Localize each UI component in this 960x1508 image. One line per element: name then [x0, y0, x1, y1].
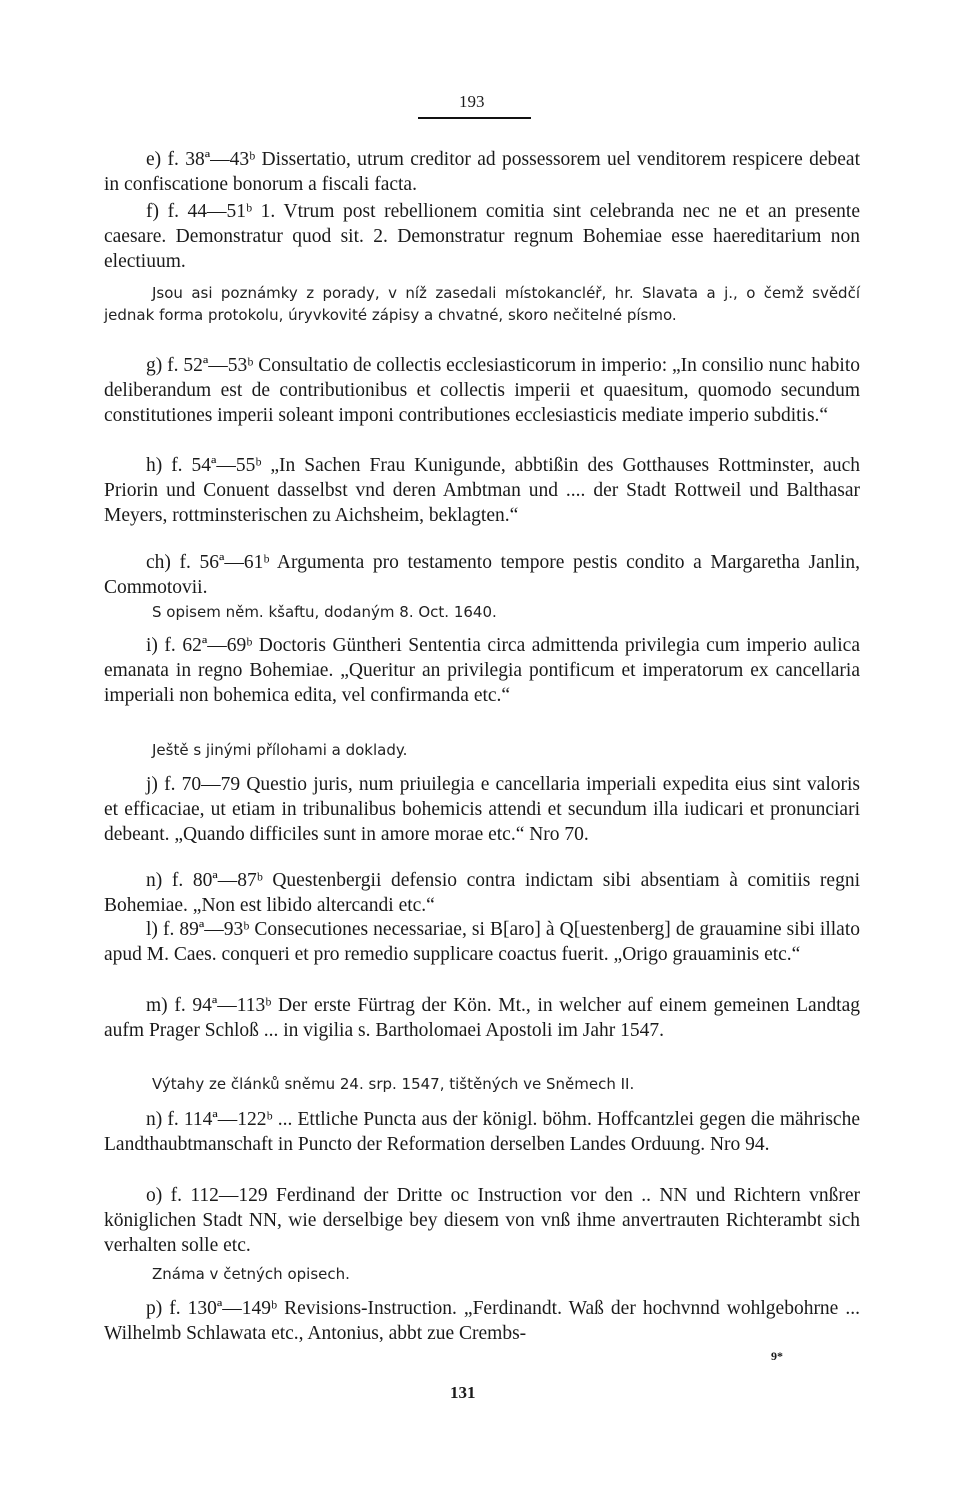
entry-e: e) f. 38ª—43ᵇ Dissertatio, utrum creditor ad possessorem uel venditorem respicere debeat in confiscatione bonorum a fiscali facta.: [104, 149, 860, 195]
entry-l: l) f. 89ª—93ᵇ Consecutiones necessariae, si B[aro] à Q[uestenberg] de grauamine sibi illato apud M. Caes. conqueri et pro remedio supplicare coactus fuerit. „Origo grauaminis etc.“: [104, 919, 860, 965]
note-m: Výtahy ze článků sněmu 24. srp. 1547, tištěných ve Sněmech II.: [152, 1075, 635, 1093]
entry-h: h) f. 54ª—55ᵇ „In Sachen Frau Kunigunde, abbtißin des Gotthauses Rottminster, auch Priorin und Conuent dasselbst vnd deren Ambtman und .... der Stadt Rottweil und Balthasar Meyers, rottminsterischen zu Aichsheim, beklagten.“: [104, 455, 860, 526]
running-page-number: 193: [459, 92, 485, 111]
note-o: Známa v četných opisech.: [152, 1265, 350, 1283]
note-i: Ještě s jinými přílohami a doklady.: [152, 741, 408, 759]
entry-p: p) f. 130ª—149ᵇ Revisions-Instruction. „Ferdinandt. Waß der hochvnnd wohlgebohrne ... Wilhelmb Schlawata etc., Antonius, abbt zue Crembs-: [104, 1298, 860, 1344]
entry-n1: n) f. 80ª—87ᵇ Questenbergii defensio contra indictam sibi absentiam à comitiis regni Bohemiae. „Non est libido altercandi etc.“: [104, 870, 860, 916]
entry-g: g) f. 52ª—53ᵇ Consultatio de collectis ecclesiasticorum in imperio: „In consilio nunc habito deliberandum est de contributionibus et collectis imperii et quaesitum, quomodo secundum constitutiones imperii soleant imponi contributiones ecclesiasticis mediate imperio subditis.“: [104, 355, 860, 426]
note-f: Jsou asi poznámky z porady, v níž zasedali místokancléř, hr. Slavata a j., o čemž svědčí jednak forma protokolu, úryvkovité zápisy a chvatné, skoro nečitelné písmo.: [104, 284, 860, 324]
entry-f: f) f. 44—51ᵇ 1. Vtrum post rebellionem comitia sint celebranda nec ne et an presente caesare. Demonstratur quod sit. 2. Demonstratur regnum Bohemiae esse haereditarium non electiuum.: [104, 201, 860, 272]
entry-ch: ch) f. 56ª—61ᵇ Argumenta pro testamento tempore pestis condito a Margaretha Janlin, Commotovii.: [104, 552, 860, 598]
entry-n2: n) f. 114ª—122ᵇ ... Ettliche Puncta aus der königl. böhm. Hoffcantzlei gegen die mährische Landthaubtmanschaft in Puncto der Reformation derselben Landes Orduung. Nro 94.: [104, 1109, 860, 1155]
entry-m: m) f. 94ª—113ᵇ Der erste Fürtrag der Kön. Mt., in welcher auf einem gemeinen Landtag aufm Prager Schloß ... in vigilia s. Bartholomaei Apostoli im Jahr 1547.: [104, 995, 860, 1041]
note-ch: S opisem něm. kšaftu, dodaným 8. Oct. 1640.: [152, 603, 497, 621]
signature-mark: 9*: [771, 1349, 783, 1363]
header-rule: [418, 117, 531, 119]
entry-o: o) f. 112—129 Ferdinand der Dritte oc Instruction vor den .. NN und Richtern vnßrer königlichen Stadt NN, wie derselbige bey diesem von vnß ihme anvertrauten Richterambt sich verhalten solle etc.: [104, 1185, 860, 1256]
entry-j: j) f. 70—79 Questio juris, num priuilegia e cancellaria imperiali expedita eius sint valoris et efficaciae, ut etiam in tribunalibus bohemicis attendi et secundum illa iudicari et pronunciari debeant. „Quando difficiles sunt in amore morae etc.“ Nro 70.: [104, 774, 860, 845]
footer-page-number: 131: [450, 1383, 476, 1402]
entry-i: i) f. 62ª—69ᵇ Doctoris Güntheri Sententia circa admittenda privilegia cum imperio aulica emanata in regno Bohemiae. „Queritur an privilegia pontificum et imperatorum ex cancellaria imperiali non bohemica edita, vel confirmanda etc.“: [104, 635, 860, 706]
